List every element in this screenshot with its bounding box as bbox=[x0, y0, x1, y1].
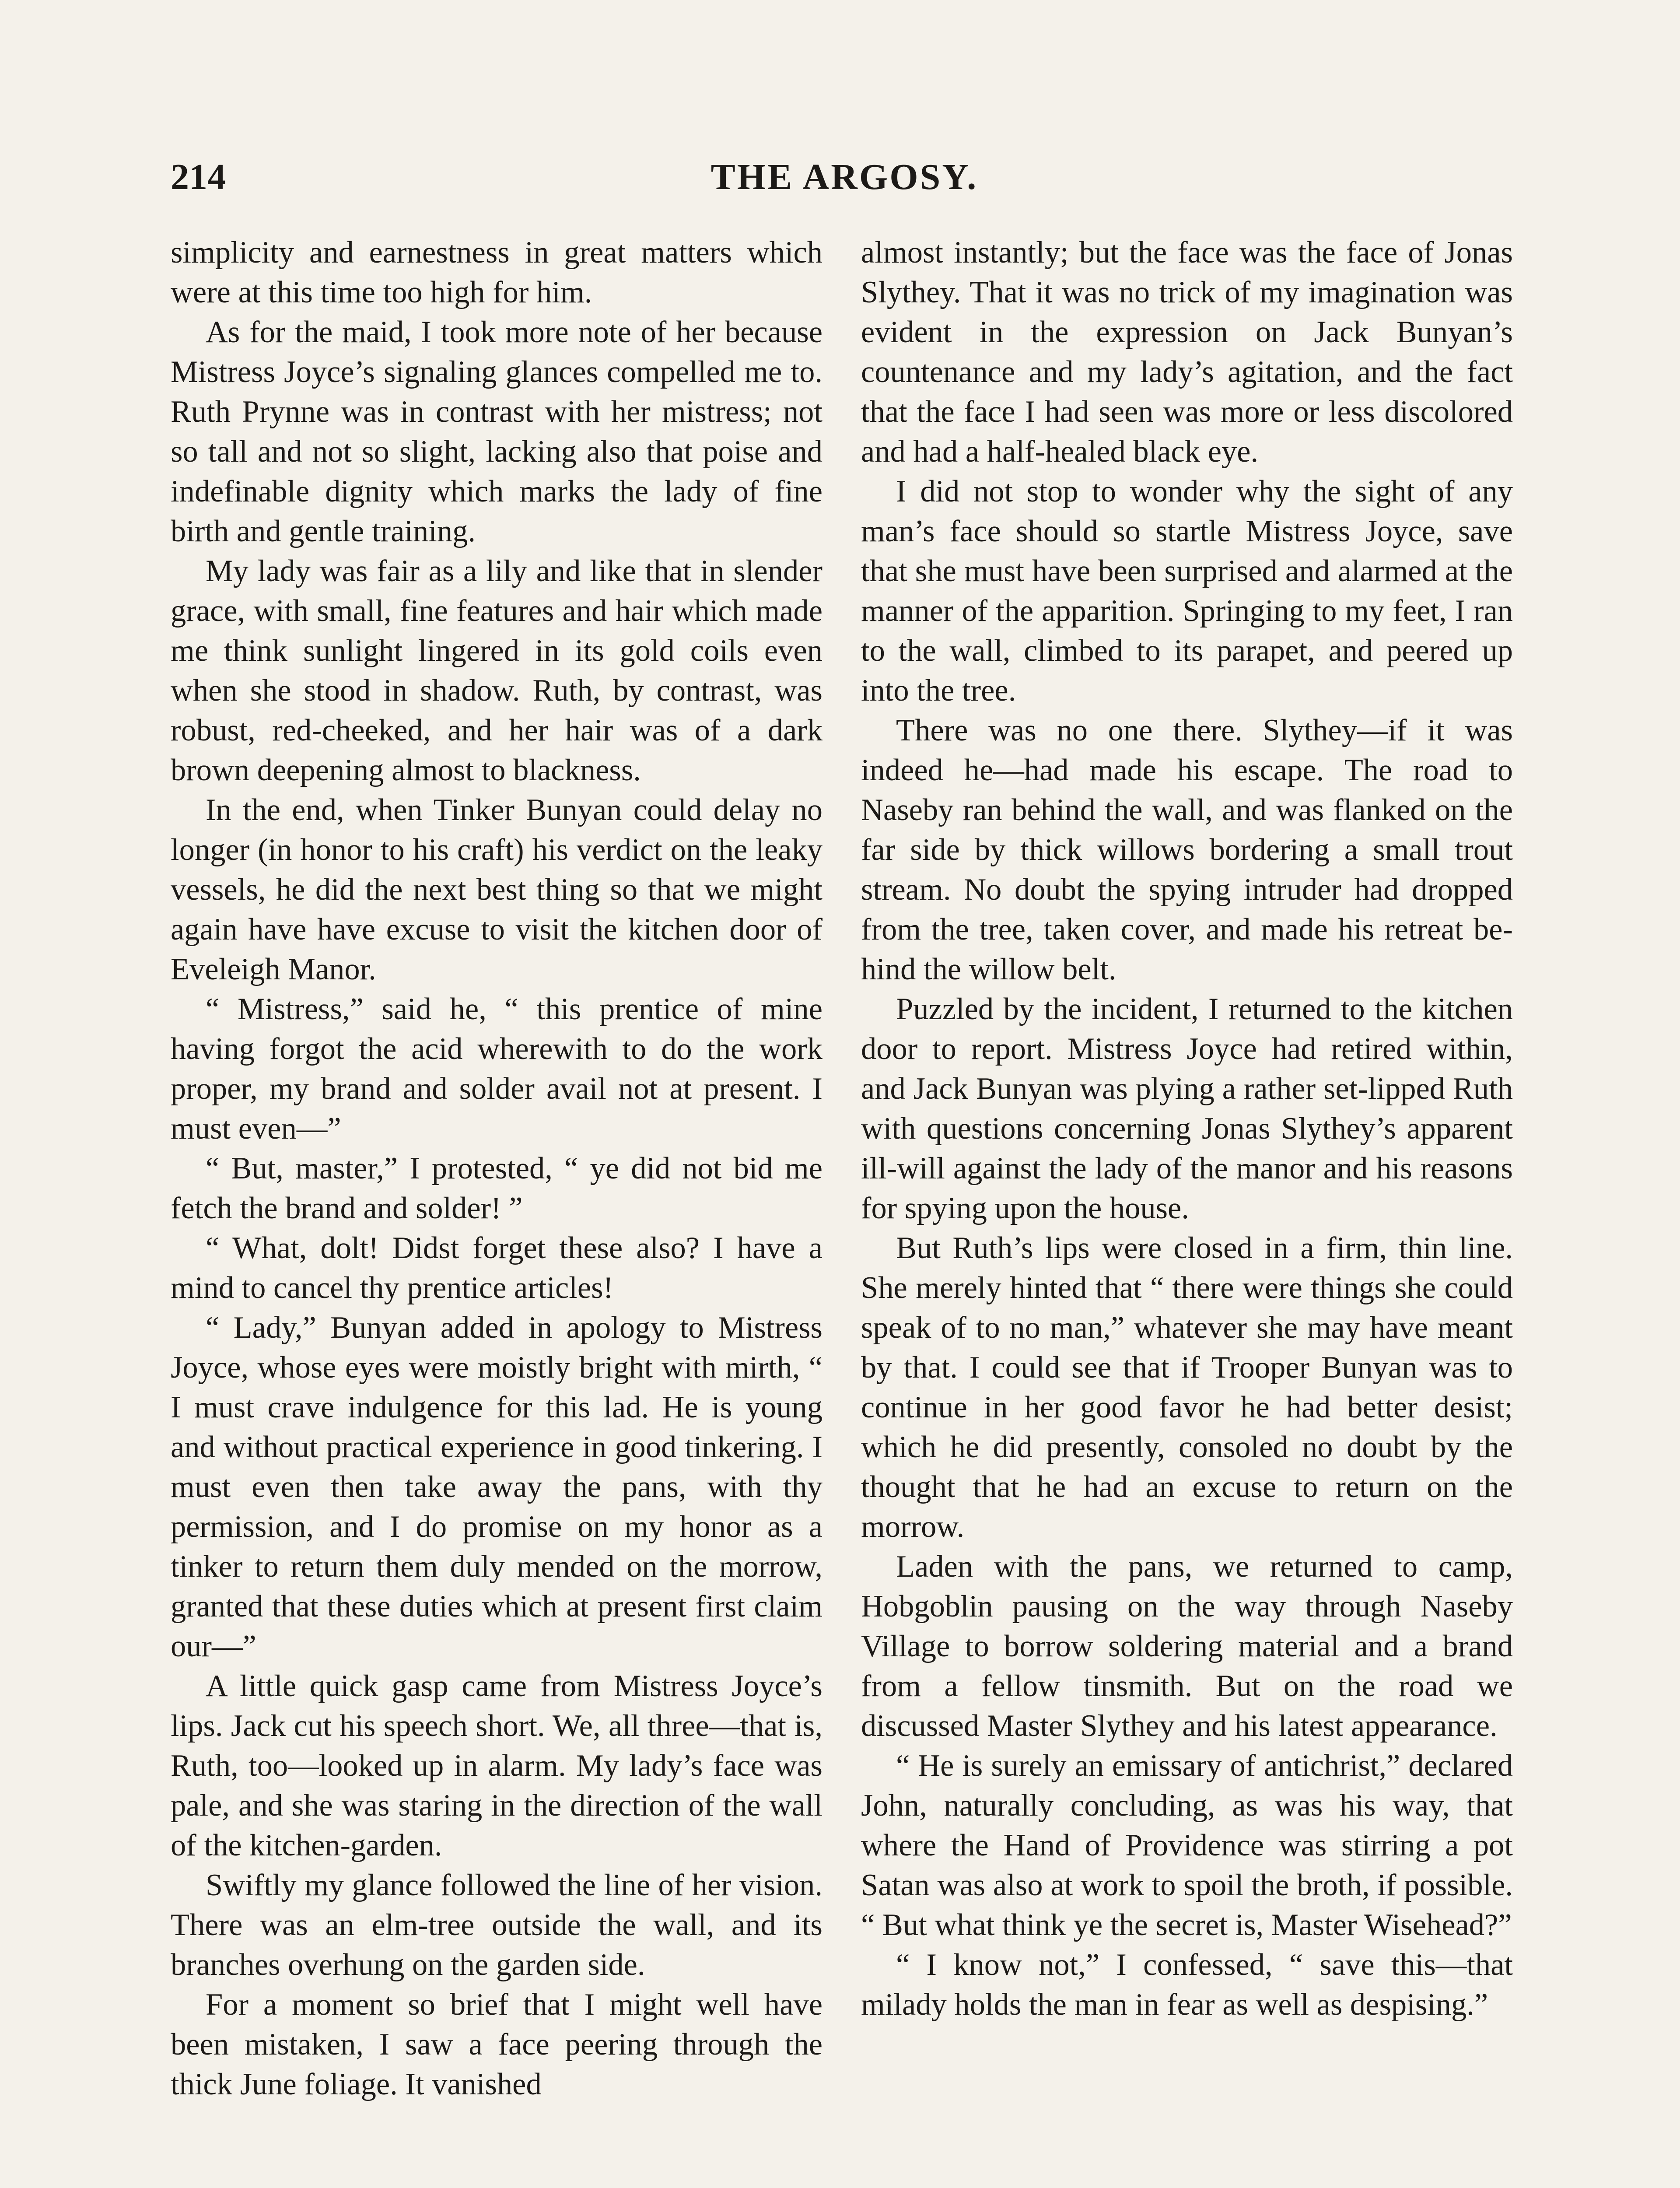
paragraph: As for the maid, I took more note of her because Mistress Joyce’s signaling glances compelled me to. Ruth Prynne was in contrast with her mistress; not so tall and not so slight, lacking also that poise and indefinable dignity which marks the lady of fine birth and gentle training. bbox=[171, 315, 822, 548]
paragraph: “ But, master,” I protested, “ ye did not bid me fetch the brand and solder! ” bbox=[171, 1151, 822, 1225]
paragraph: simplicity and earnestness in great matters which were at this time too high for him. bbox=[171, 235, 822, 309]
paragraph: “ What, dolt! Didst forget these also? I have a mind to cancel thy prentice articles! bbox=[171, 1231, 822, 1305]
paragraph: I did not stop to wonder why the sight of any man’s face should so startle Mistress Joyce, save that she must have been surprised and alarmed at the manner of the apparition. Springing to my feet, I ran to the wall, climbed to its parapet, and peered up into the tree. bbox=[861, 474, 1513, 708]
paragraph: There was no one there. Slythey—if it was indeed he—had made his escape. The road to Naseby ran behind the wall, and was flanked on the far side by thick willows bordering a small trout stream. No doubt the spying intruder had dropped from the tree, taken cover, and made his retreat behind the willow belt. bbox=[861, 713, 1513, 986]
page-number: 214 bbox=[171, 157, 226, 197]
left-column bbox=[171, 233, 822, 2104]
paragraph: “ Lady,” Bunyan added in apology to Mistress Joyce, whose eyes were moistly bright with mirth, “ I must crave indulgence for this lad. He is young and without practical experience in good tinkering. I must even then take away the pans, with thy permission, and I do promise on my honor as a tinker to return them duly mended on the morrow, granted that these duties which at present first claim our—” bbox=[171, 1311, 822, 1663]
paragraph: “ Mistress,” said he, “ this prentice of mine having forgot the acid wherewith to do the work proper, my brand and solder avail not at present. I must even—” bbox=[171, 992, 822, 1146]
paragraph: “ He is surely an emissary of antichrist,” declared John, naturally concluding, as was his way, that where the Hand of Providence was stirring a pot Satan was also at work to spoil the broth, if possible. “ But what think ye the secret is, Master Wisehead?” bbox=[861, 1749, 1513, 1942]
paragraph: Swiftly my glance followed the line of her vision. There was an elm-tree outside the wall, and its branches overhung on the garden side. bbox=[171, 1868, 822, 1982]
paragraph: My lady was fair as a lily and like that in slender grace, with small, fine features and hair which made me think sunlight lingered in its gold coils even when she stood in shadow. Ruth, by contrast, was robust, red-cheeked, and her hair was of a dark brown deepening almost to blackness. bbox=[171, 554, 822, 787]
paragraph: But Ruth’s lips were closed in a firm, thin line. She merely hinted that “ there were things she could speak of to no man,” whatever she may have meant by that. I could see that if Trooper Bunyan was to continue in her good favor he had better desist; which he did presently, consoled no doubt by the thought that he had an excuse to return on the morrow. bbox=[861, 1231, 1513, 1544]
page-header bbox=[171, 156, 1518, 204]
running-head: THE ARGOSY. bbox=[710, 157, 978, 197]
paragraph: Puzzled by the incident, I returned to the kitchen door to report. Mistress Joyce had retired within, and Jack Bunyan was plying a rather set-lipped Ruth with questions concerning Jonas Slythey’s apparent ill-will against the lady of the manor and his reasons for spying upon the house. bbox=[861, 992, 1513, 1225]
paragraph: “ I know not,” I confessed, “ save this—that milady holds the man in fear as well as despising.” bbox=[861, 1948, 1513, 2022]
right-column bbox=[861, 233, 1513, 2025]
paragraph: almost instantly; but the face was the face of Jonas Slythey. That it was no trick of my imagination was evident in the expression on Jack Bunyan’s countenance and my lady’s agitation, and the fact that the face I had seen was more or less discolored and had a half-healed black eye. bbox=[861, 235, 1513, 469]
paragraph: A little quick gasp came from Mistress Joyce’s lips. Jack cut his speech short. We, all three—that is, Ruth, too—looked up in alarm. My lady’s face was pale, and she was staring in the direction of the wall of the kitchen-garden. bbox=[171, 1669, 822, 1862]
paragraph: For a moment so brief that I might well have been mistaken, I saw a face peering through the thick June foliage. It vanished bbox=[171, 1988, 822, 2101]
paragraph: Laden with the pans, we returned to camp, Hobgoblin pausing on the way through Naseby Village to borrow soldering material and a brand from a fellow tinsmith. But on the road we discussed Master Slythey and his latest appearance. bbox=[861, 1550, 1513, 1743]
paragraph: In the end, when Tinker Bunyan could delay no longer (in honor to his craft) his verdict on the leaky vessels, he did the next best thing so that we might again have have excuse to visit the kitchen door of Eveleigh Manor. bbox=[171, 793, 822, 986]
